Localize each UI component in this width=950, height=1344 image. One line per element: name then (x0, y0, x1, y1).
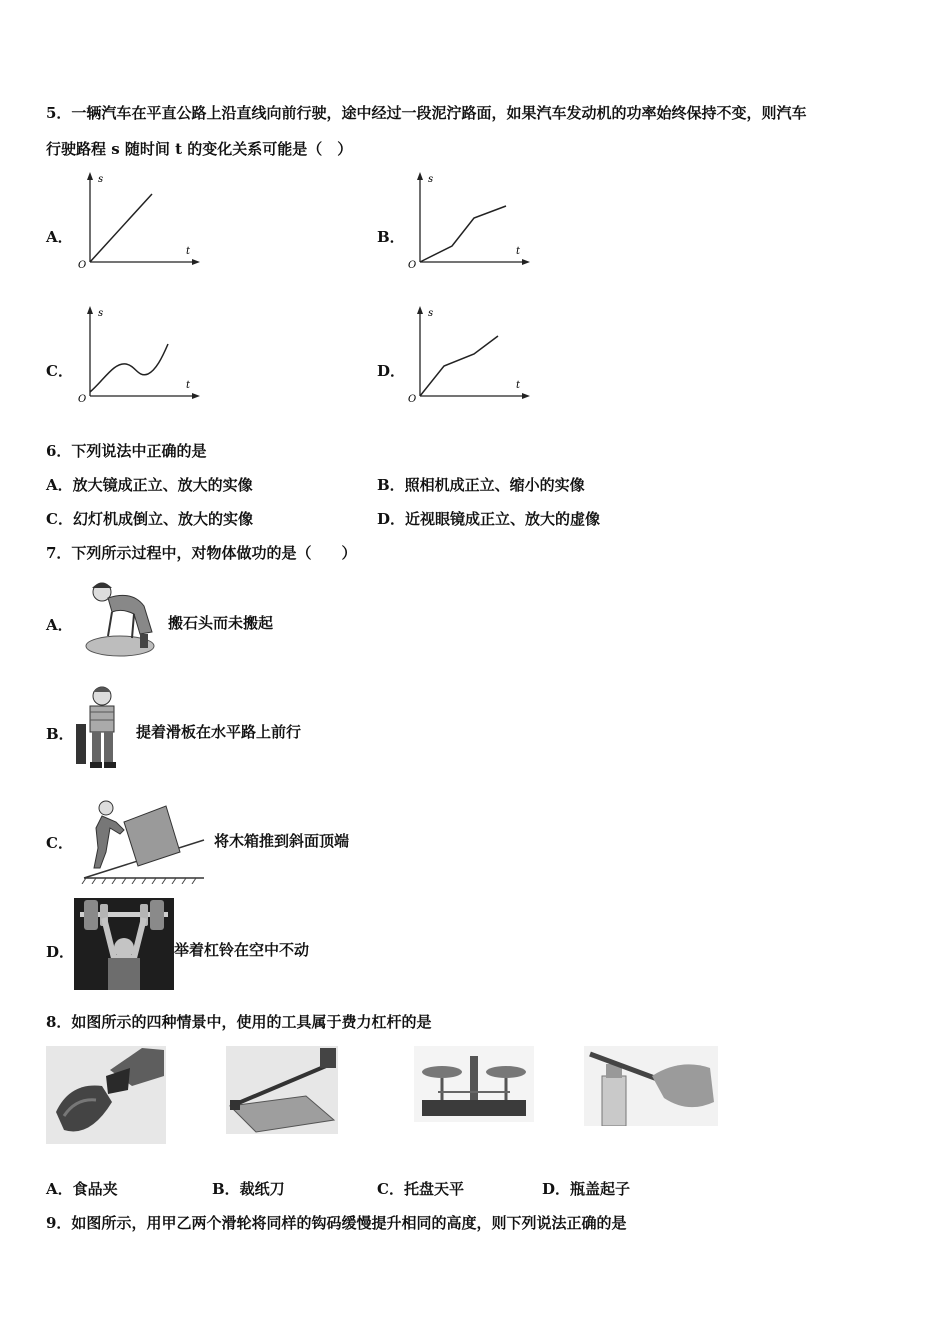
q8-picture-bottle-opener (584, 1046, 718, 1126)
q5-graph-a (74, 170, 202, 270)
q5-graph-a-origin: O (78, 260, 87, 270)
q6-option-a: A．放大镜成正立、放大的实像 (46, 476, 253, 494)
q8-picture-paper-cutter (226, 1046, 338, 1134)
q5-graph-d-axis-t: t (516, 380, 521, 391)
q5-graph-d-origin: O (408, 394, 417, 404)
q5-graph-c (74, 304, 202, 404)
q5-stem-line2: 行驶路程 s 随时间 t 的变化关系可能是（ ） (46, 140, 353, 158)
q8-picture-tray-balance (414, 1046, 534, 1122)
q6-option-b: B．照相机成正立、缩小的实像 (377, 476, 585, 494)
q5-graph-b-axis-t: t (516, 246, 521, 257)
q5-graph-c-origin: O (78, 394, 87, 404)
q5-graph-a-axis-s: s (98, 174, 104, 185)
q7-option-c-label: C． (46, 834, 73, 852)
q5-graph-c-curve (90, 344, 168, 392)
q8-option-a: A．食品夹 (46, 1180, 118, 1198)
q7-option-a-text: 搬石头而未搬起 (168, 614, 274, 632)
q7-d-picture-weightlifter (74, 898, 174, 990)
q5-graph-b-origin: O (408, 260, 417, 270)
q7-option-a-label: A． (46, 616, 73, 634)
q5-option-b-label: B． (377, 228, 405, 246)
q8-option-d: D．瓶盖起子 (542, 1180, 631, 1198)
q7-b-picture-boy-with-skateboard (74, 684, 130, 772)
q5-graph-b-axis-s: s (428, 174, 434, 185)
q5-stem-line1: 5．一辆汽车在平直公路上沿直线向前行驶，途中经过一段泥泞路面，如果汽车发动机的功率始终保持不变，则汽车 (46, 104, 807, 122)
q6-stem: 6．下列说法中正确的是 (46, 442, 207, 460)
q7-option-b-text: 提着滑板在水平路上前行 (136, 723, 302, 741)
q8-option-c: C．托盘天平 (377, 1180, 464, 1198)
q7-option-d-text: 举着杠铃在空中不动 (174, 941, 310, 959)
q5-graph-a-curve (90, 194, 152, 262)
q5-graph-d (404, 304, 532, 404)
q7-option-b-label: B． (46, 725, 74, 743)
q9-stem: 9．如图所示，用甲乙两个滑轮将同样的钩码缓慢提升相同的高度，则下列说法正确的是 (46, 1214, 627, 1232)
q5-graph-b (404, 170, 532, 270)
q5-graph-a-axis-t: t (186, 246, 191, 257)
q5-option-c-label: C． (46, 362, 73, 380)
q5-graph-c-axis-s: s (98, 308, 104, 319)
q6-option-c: C．幻灯机成倒立、放大的实像 (46, 510, 253, 528)
q5-graph-c-axis-t: t (186, 380, 191, 391)
q7-option-d-label: D． (46, 943, 75, 961)
q7-c-picture-pushing-box-up-slope (80, 792, 208, 884)
q7-option-c-text: 将木箱推到斜面顶端 (214, 832, 350, 850)
q8-stem: 8．如图所示的四种情景中，使用的工具属于费力杠杆的是 (46, 1013, 432, 1031)
q7-stem: 7．下列所示过程中，对物体做功的是（ ） (46, 544, 357, 562)
q8-picture-food-tongs (46, 1046, 166, 1144)
q5-graph-d-axis-s: s (428, 308, 434, 319)
q5-option-a-label: A． (46, 228, 73, 246)
q5-graph-b-curve (420, 206, 506, 262)
q5-graph-d-curve (420, 336, 498, 396)
q5-option-d-label: D． (377, 362, 406, 380)
q8-option-b: B．裁纸刀 (212, 1180, 285, 1198)
q6-option-d: D．近视眼镜成正立、放大的虚像 (377, 510, 601, 528)
q7-a-picture-lifting-rock (78, 578, 162, 658)
